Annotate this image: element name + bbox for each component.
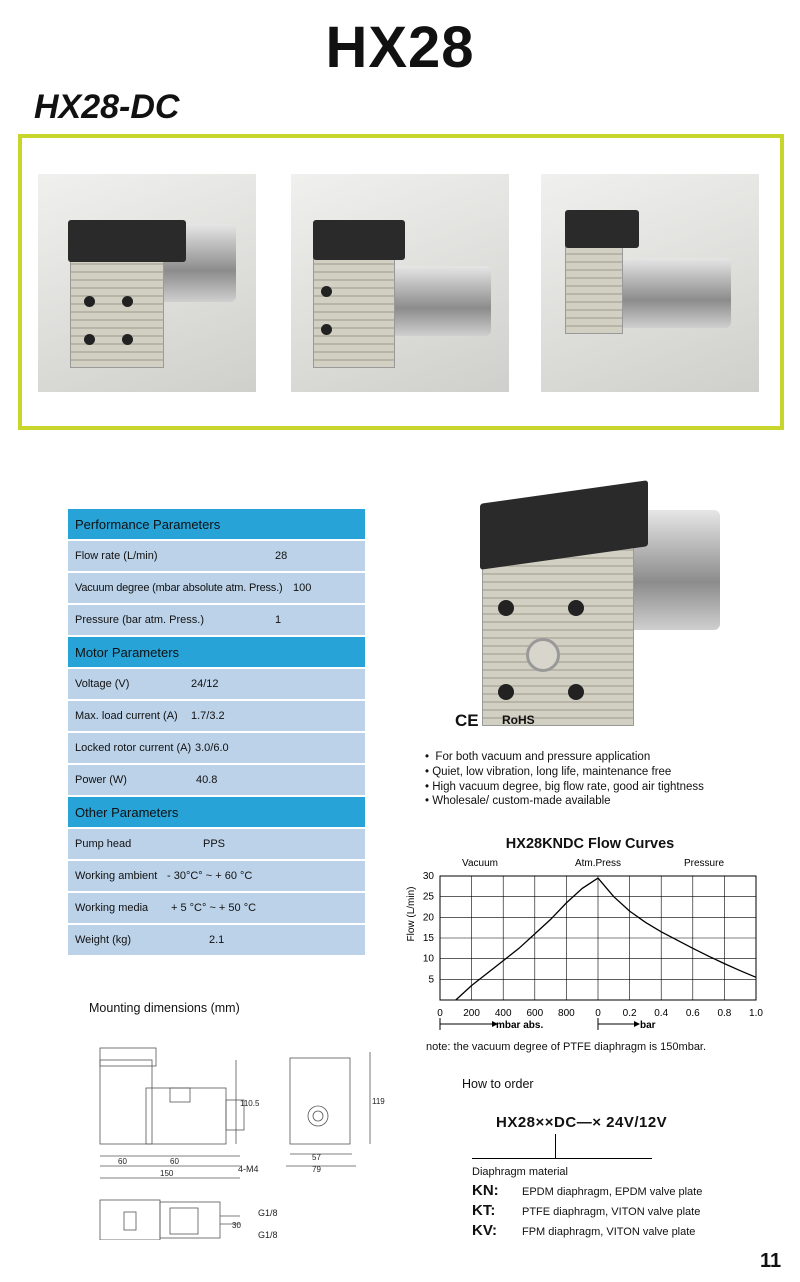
row-label: Vacuum degree (mbar absolute atm. Press.) — [75, 582, 283, 594]
feature-item: • High vacuum degree, big flow rate, good air tightness — [425, 781, 704, 793]
table-row — [68, 860, 365, 892]
order-pointer-line — [555, 1134, 556, 1158]
dim-79: 79 — [312, 1165, 321, 1174]
dim-g1-8-bottom: G1/8 — [258, 1230, 278, 1240]
dim-30: 30 — [232, 1221, 241, 1230]
pump-product-photo — [468, 470, 728, 730]
pump-photo-front — [38, 174, 256, 392]
table-row — [68, 732, 365, 764]
x-tick-label-mbar: 0 — [437, 1008, 443, 1019]
vacuum-axis-label: mbar abs. — [496, 1020, 544, 1031]
series-line-pressure — [598, 878, 756, 977]
row-value: 2.1 — [209, 934, 225, 946]
option-desc-kv: FPM diaphragm, VITON valve plate — [522, 1226, 696, 1238]
row-value: + 5 °C° ~ + 50 °C — [171, 902, 257, 914]
order-underline — [472, 1158, 652, 1159]
row-value: - 30°C° ~ + 60 °C — [167, 870, 253, 882]
table-row — [68, 668, 365, 700]
row-label: Working ambient — [75, 870, 158, 882]
ce-mark: CE — [455, 711, 479, 730]
model-subtitle: HX28-DC — [34, 88, 180, 126]
row-value: 1 — [275, 614, 282, 626]
dim-60a: 60 — [118, 1157, 127, 1166]
row-label: Power (W) — [75, 774, 127, 786]
row-label: Weight (kg) — [75, 934, 132, 946]
section-motor: Motor Parameters — [75, 644, 180, 660]
pump-photo-angle — [291, 174, 509, 392]
order-code: HX28××DC—× 24V/12V — [496, 1114, 668, 1131]
dim-150: 150 — [160, 1169, 174, 1178]
table-row — [68, 700, 365, 732]
order-title: How to order — [462, 1077, 534, 1091]
row-value: 28 — [275, 550, 288, 562]
mounting-drawing — [90, 1040, 400, 1240]
x-tick-label-mbar: 800 — [558, 1008, 575, 1019]
option-desc-kn: EPDM diaphragm, EPDM valve plate — [522, 1186, 703, 1198]
pressure-axis-label: bar — [640, 1020, 656, 1031]
rohs-mark: RoHS — [502, 713, 535, 727]
row-label: Locked rotor current (A) — [75, 742, 192, 754]
diaphragm-label: Diaphragm material — [472, 1166, 568, 1178]
y-tick-label: 25 — [422, 891, 434, 903]
row-label: Pump head — [75, 838, 132, 850]
x-tick-label-bar: 1.0 — [749, 1008, 763, 1019]
table-row — [68, 924, 365, 956]
section-other: Other Parameters — [75, 804, 179, 820]
x-tick-label-bar: 0.4 — [654, 1008, 669, 1019]
table-row — [68, 828, 365, 860]
table-row — [68, 764, 365, 796]
feature-item: • For both vacuum and pressure application — [425, 751, 651, 763]
option-code-kn: KN: — [472, 1182, 499, 1199]
y-tick-label: 20 — [422, 912, 434, 924]
dim-60b: 60 — [170, 1157, 179, 1166]
parameter-table — [68, 509, 365, 957]
x-tick-label-bar: 0.6 — [685, 1008, 700, 1019]
dim-57: 57 — [312, 1153, 321, 1162]
x-tick-label-bar: 0.2 — [622, 1008, 637, 1019]
row-label: Flow rate (L/min) — [75, 550, 158, 562]
table-row — [68, 892, 365, 924]
section-performance: Performance Parameters — [75, 516, 221, 532]
y-tick-label: 10 — [422, 953, 434, 965]
y-tick-label: 30 — [422, 871, 434, 882]
row-value: PPS — [203, 838, 226, 850]
table-row — [68, 604, 365, 636]
table-row — [68, 572, 365, 604]
x-tick-label-mbar: 600 — [526, 1008, 544, 1019]
dim-g1-8-top: G1/8 — [258, 1208, 278, 1218]
page-number: 11 — [760, 1250, 782, 1272]
flow-curve-chart — [398, 852, 778, 1052]
pump-photo-side — [541, 174, 759, 392]
region-vacuum: Vacuum — [462, 858, 498, 869]
y-tick-label: 15 — [422, 933, 434, 944]
region-pressure: Pressure — [683, 858, 725, 869]
option-code-kt: KT: — [472, 1202, 496, 1219]
region-atm: Atm.Press — [574, 858, 622, 869]
page-title: HX28 — [325, 15, 475, 80]
row-label: Pressure (bar atm. Press.) — [75, 614, 204, 626]
row-value: 1.7/3.2 — [191, 710, 225, 722]
dim-4-m4: 4-M4 — [238, 1164, 259, 1174]
row-label: Voltage (V) — [75, 678, 130, 690]
ptfe-note: note: the vacuum degree of PTFE diaphragm is 150mbar. — [426, 1041, 707, 1053]
x-tick-label-bar: 0.8 — [717, 1008, 732, 1019]
x-tick-label-mbar: 200 — [463, 1008, 480, 1019]
photo-frame — [18, 134, 784, 430]
row-value: 40.8 — [196, 774, 218, 786]
row-value: 24/12 — [191, 678, 219, 690]
chart-title: HX28KNDC Flow Curves — [505, 836, 675, 852]
row-label: Working media — [75, 902, 149, 914]
mounting-title: Mounting dimensions (mm) — [89, 1001, 240, 1015]
x-tick-label-bar: 0 — [595, 1008, 601, 1019]
row-value: 100 — [293, 582, 312, 594]
feature-item: • Quiet, low vibration, long life, maintenance free — [425, 766, 672, 778]
table-row — [68, 540, 365, 572]
option-desc-kt: PTFE diaphragm, VITON valve plate — [522, 1206, 701, 1218]
dim-119: 119 — [372, 1097, 385, 1106]
x-tick-label-mbar: 400 — [494, 1008, 512, 1019]
y-tick-label: 5 — [428, 974, 434, 986]
y-axis-label: Flow (L/min) — [406, 886, 417, 942]
feature-item: • Wholesale/ custom-made available — [425, 795, 611, 807]
dim-110-5: 110.5 — [240, 1099, 260, 1108]
row-label: Max. load current (A) — [75, 710, 178, 722]
row-value: 3.0/6.0 — [195, 742, 229, 754]
option-code-kv: KV: — [472, 1222, 498, 1239]
